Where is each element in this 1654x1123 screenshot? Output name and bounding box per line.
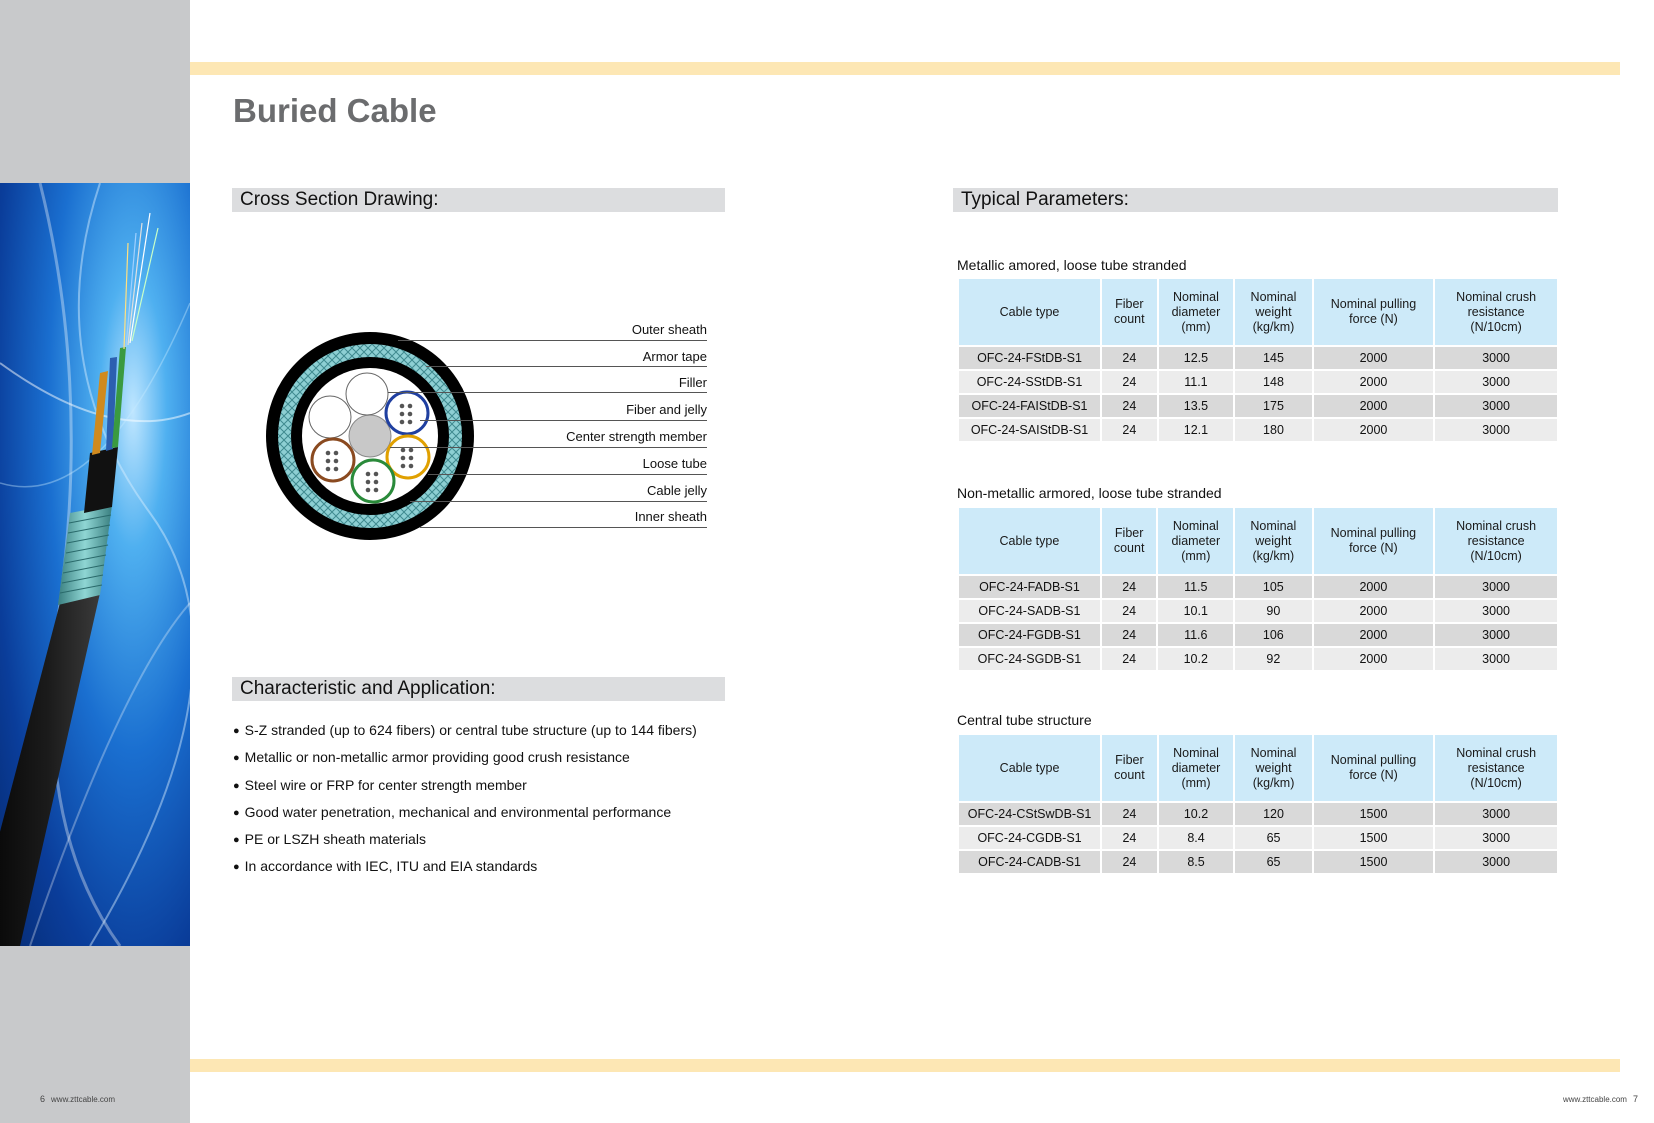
loose-tube-brown bbox=[312, 439, 354, 481]
column-header-line: (N/10cm) bbox=[1470, 319, 1522, 334]
column-header-line: (N/10cm) bbox=[1470, 775, 1522, 790]
table-metallic-armored bbox=[957, 277, 1559, 443]
column-header-line: resistance bbox=[1467, 304, 1525, 319]
column-header-line: Nominal pulling bbox=[1330, 297, 1417, 311]
column-header-line: Nominal crush bbox=[1456, 518, 1537, 533]
column-header-line: diameter bbox=[1171, 533, 1221, 548]
table-caption-central-tube: Central tube structure bbox=[957, 712, 1092, 728]
table-row bbox=[959, 395, 1557, 417]
table-cell: 8.5 bbox=[1159, 851, 1234, 873]
column-header-line: Nominal bbox=[1172, 518, 1219, 533]
table-cell: 24 bbox=[1102, 576, 1157, 598]
column-header bbox=[1314, 508, 1434, 574]
column-header-line: weight bbox=[1255, 533, 1292, 548]
table-cell: 105 bbox=[1235, 576, 1312, 598]
column-header-line: count bbox=[1114, 768, 1145, 782]
table-cell: 2000 bbox=[1314, 371, 1434, 393]
table-row bbox=[959, 803, 1557, 825]
table-cell: OFC-24-CADB-S1 bbox=[959, 851, 1100, 873]
cable-photo bbox=[0, 183, 190, 946]
leader-outer-sheath bbox=[398, 340, 707, 341]
column-header-line: weight bbox=[1255, 304, 1292, 319]
column-header-line: (kg/km) bbox=[1252, 775, 1295, 790]
label-outer-sheath: Outer sheath bbox=[631, 322, 707, 337]
table-cell: 13.5 bbox=[1159, 395, 1234, 417]
column-header bbox=[1235, 508, 1312, 574]
table-cell: OFC-24-FAIStDB-S1 bbox=[959, 395, 1100, 417]
label-inner-sheath: Inner sheath bbox=[634, 509, 707, 524]
table-cell: 92 bbox=[1235, 648, 1312, 670]
label-fiber-and-jelly: Fiber and jelly bbox=[626, 402, 707, 417]
column-header-line: Fiber bbox=[1115, 297, 1144, 311]
table-cell: 24 bbox=[1102, 827, 1157, 849]
label-armor-tape: Armor tape bbox=[642, 349, 707, 364]
table-cell: 3000 bbox=[1435, 648, 1557, 670]
column-header-line: force (N) bbox=[1349, 312, 1398, 326]
list-item: ● Steel wire or FRP for center strength member bbox=[233, 773, 697, 800]
footer-url-left: www.zttcable.com bbox=[51, 1095, 116, 1104]
table-cell: 1500 bbox=[1314, 851, 1433, 873]
column-header bbox=[1102, 735, 1157, 801]
column-header bbox=[1435, 279, 1557, 345]
list-item: ● S-Z stranded (up to 624 fibers) or central tube structure (up to 144 fibers) bbox=[233, 718, 697, 745]
table-row bbox=[959, 371, 1557, 393]
table-cell: 2000 bbox=[1314, 347, 1434, 369]
leader-fiber-and-jelly bbox=[420, 420, 707, 421]
cross-section-heading: Cross Section Drawing: bbox=[232, 188, 725, 212]
table-cell: 24 bbox=[1102, 395, 1157, 417]
table-caption-metallic: Metallic amored, loose tube stranded bbox=[957, 257, 1187, 273]
column-header bbox=[1159, 735, 1234, 801]
column-header bbox=[959, 735, 1100, 801]
list-item: ● In accordance with IEC, ITU and EIA standards bbox=[233, 854, 697, 881]
column-header-line: Nominal crush bbox=[1456, 289, 1537, 304]
leader-filler bbox=[388, 392, 707, 393]
parameters-heading: Typical Parameters: bbox=[953, 188, 1558, 212]
table-cell: OFC-24-SAIStDB-S1 bbox=[959, 419, 1100, 441]
table-cell: 3000 bbox=[1435, 624, 1557, 646]
table-cell: 24 bbox=[1102, 851, 1157, 873]
table-cell: 11.5 bbox=[1158, 576, 1233, 598]
table-cell: OFC-24-FADB-S1 bbox=[959, 576, 1100, 598]
table-cell: 2000 bbox=[1314, 419, 1434, 441]
table-header bbox=[959, 508, 1557, 574]
column-header bbox=[959, 508, 1100, 574]
column-header-line: (kg/km) bbox=[1252, 548, 1295, 563]
column-header-line: Nominal bbox=[1250, 289, 1297, 304]
table-cell: 3000 bbox=[1435, 576, 1557, 598]
leader-center-strength-member bbox=[390, 447, 707, 448]
table-cell: 1500 bbox=[1314, 827, 1433, 849]
leader-loose-tube bbox=[428, 474, 707, 475]
column-header-line: force (N) bbox=[1349, 541, 1398, 555]
page-number-right: 7 bbox=[1632, 1094, 1638, 1104]
table-header-row bbox=[959, 508, 1557, 574]
table-cell: 2000 bbox=[1314, 624, 1434, 646]
table-cell: 24 bbox=[1102, 624, 1157, 646]
table-body bbox=[959, 803, 1557, 873]
column-header-line: Nominal bbox=[1250, 518, 1297, 533]
leader-inner-sheath bbox=[420, 527, 707, 528]
leader-cable-jelly bbox=[410, 501, 707, 502]
column-header-line: resistance bbox=[1467, 533, 1525, 548]
column-header bbox=[1435, 735, 1557, 801]
label-cable-jelly: Cable jelly bbox=[647, 483, 707, 498]
column-header-line: Nominal crush bbox=[1456, 745, 1537, 760]
table-row bbox=[959, 624, 1557, 646]
column-header bbox=[1159, 279, 1234, 345]
table-central-tube bbox=[957, 733, 1559, 875]
column-header-line: Nominal pulling bbox=[1330, 526, 1417, 540]
column-header-line: (kg/km) bbox=[1252, 319, 1295, 334]
column-header-line: (mm) bbox=[1181, 775, 1211, 790]
filler-1 bbox=[346, 373, 388, 415]
column-header-line: count bbox=[1114, 312, 1145, 326]
column-header-line: Fiber bbox=[1114, 526, 1144, 540]
footer-url-right: www.zttcable.com bbox=[1562, 1095, 1627, 1104]
table-cell: 106 bbox=[1235, 624, 1312, 646]
column-header bbox=[1314, 279, 1434, 345]
column-header-line: Cable type bbox=[999, 760, 1060, 775]
table-cell: 148 bbox=[1235, 371, 1311, 393]
table-header bbox=[959, 279, 1557, 345]
column-header bbox=[1435, 508, 1557, 574]
table-cell: 10.1 bbox=[1158, 600, 1233, 622]
column-header bbox=[1235, 735, 1311, 801]
table-header-row bbox=[959, 279, 1557, 345]
cable-illustration bbox=[0, 183, 190, 946]
table-cell: 65 bbox=[1235, 851, 1311, 873]
page-title: Buried Cable bbox=[233, 92, 437, 129]
column-header-line: Cable type bbox=[999, 304, 1060, 319]
table-cell: 24 bbox=[1102, 803, 1157, 825]
column-header-line: (mm) bbox=[1181, 319, 1211, 334]
loose-tube-green bbox=[352, 460, 394, 502]
table-cell: OFC-24-FGDB-S1 bbox=[959, 624, 1100, 646]
column-header-line: (N/10cm) bbox=[1470, 548, 1522, 563]
table-row bbox=[959, 347, 1557, 369]
column-header bbox=[959, 279, 1100, 345]
table-cell: OFC-24-CStSwDB-S1 bbox=[959, 803, 1100, 825]
label-loose-tube: Loose tube bbox=[642, 456, 707, 471]
table-cell: 24 bbox=[1102, 347, 1157, 369]
column-header-line: diameter bbox=[1171, 760, 1221, 775]
table-cell: 2000 bbox=[1314, 395, 1434, 417]
column-header bbox=[1158, 508, 1233, 574]
column-header-line: count bbox=[1113, 541, 1145, 555]
table-body bbox=[959, 347, 1557, 441]
table-cell: 24 bbox=[1102, 600, 1157, 622]
column-header-line: Nominal pulling bbox=[1330, 753, 1417, 767]
table-cell: 24 bbox=[1102, 371, 1157, 393]
column-header-line: Nominal bbox=[1173, 289, 1219, 304]
column-header-line: Cable type bbox=[999, 533, 1060, 548]
table-cell: 24 bbox=[1102, 648, 1157, 670]
table-body bbox=[959, 576, 1557, 670]
table-cell: 3000 bbox=[1435, 803, 1557, 825]
table-cell: 10.2 bbox=[1159, 803, 1234, 825]
label-center-strength-member: Center strength member bbox=[566, 429, 707, 444]
table-cell: 175 bbox=[1235, 395, 1311, 417]
list-item: ● PE or LSZH sheath materials bbox=[233, 827, 697, 854]
column-header-line: diameter bbox=[1171, 304, 1221, 319]
table-cell: 2000 bbox=[1314, 576, 1434, 598]
leader-armor-tape bbox=[426, 366, 707, 367]
table-cell: 8.4 bbox=[1159, 827, 1234, 849]
filler-2 bbox=[309, 396, 351, 438]
table-cell: 3000 bbox=[1435, 600, 1557, 622]
list-item: ● Good water penetration, mechanical and environmental performance bbox=[233, 800, 697, 827]
column-header-line: Fiber bbox=[1115, 753, 1144, 767]
column-header-line: Nominal bbox=[1250, 745, 1297, 760]
table-header-row bbox=[959, 735, 1557, 801]
table-cell: OFC-24-SGDB-S1 bbox=[959, 648, 1100, 670]
column-header-line: (mm) bbox=[1181, 548, 1211, 563]
bottom-accent-band bbox=[190, 1059, 1620, 1072]
table-cell: 10.2 bbox=[1158, 648, 1233, 670]
column-header bbox=[1314, 735, 1433, 801]
footer-left bbox=[40, 1094, 115, 1104]
table-cell: 2000 bbox=[1314, 648, 1434, 670]
column-header-line: resistance bbox=[1467, 760, 1525, 775]
table-cell: 12.5 bbox=[1159, 347, 1234, 369]
center-strength-member bbox=[349, 415, 391, 457]
table-cell: 145 bbox=[1235, 347, 1311, 369]
column-header-line: Nominal bbox=[1173, 745, 1219, 760]
loose-tube-blue bbox=[386, 392, 428, 434]
table-row bbox=[959, 576, 1557, 598]
table-cell: 120 bbox=[1235, 803, 1311, 825]
table-cell: 12.1 bbox=[1159, 419, 1234, 441]
column-header bbox=[1235, 279, 1311, 345]
table-cell: 3000 bbox=[1435, 419, 1557, 441]
table-cell: 65 bbox=[1235, 827, 1311, 849]
table-cell: 3000 bbox=[1435, 851, 1557, 873]
characteristics-list bbox=[233, 718, 697, 882]
column-header bbox=[1102, 508, 1157, 574]
characteristics-heading: Characteristic and Application: bbox=[232, 677, 725, 701]
table-cell: 24 bbox=[1102, 419, 1157, 441]
table-cell: OFC-24-SADB-S1 bbox=[959, 600, 1100, 622]
table-cell: 3000 bbox=[1435, 395, 1557, 417]
table-row bbox=[959, 827, 1557, 849]
table-cell: 3000 bbox=[1435, 347, 1557, 369]
table-caption-non-metallic: Non-metallic armored, loose tube stranded bbox=[957, 485, 1222, 501]
table-cell: 3000 bbox=[1435, 371, 1557, 393]
table-cell: 1500 bbox=[1314, 803, 1433, 825]
column-header-line: weight bbox=[1255, 760, 1292, 775]
column-header bbox=[1102, 279, 1157, 345]
table-non-metallic-armored bbox=[957, 506, 1559, 672]
label-filler: Filler bbox=[678, 375, 707, 390]
table-cell: 11.6 bbox=[1158, 624, 1233, 646]
table-cell: 11.1 bbox=[1159, 371, 1234, 393]
table-cell: 3000 bbox=[1435, 827, 1557, 849]
column-header-line: force (N) bbox=[1349, 768, 1398, 782]
page-number-left: 6 bbox=[40, 1094, 46, 1104]
table-cell: OFC-24-CGDB-S1 bbox=[959, 827, 1100, 849]
table-row bbox=[959, 419, 1557, 441]
table-cell: 2000 bbox=[1314, 600, 1434, 622]
table-cell: OFC-24-SStDB-S1 bbox=[959, 371, 1100, 393]
list-item: ● Metallic or non-metallic armor providing good crush resistance bbox=[233, 745, 697, 772]
table-header bbox=[959, 735, 1557, 801]
footer-right bbox=[1563, 1094, 1638, 1104]
table-cell: OFC-24-FStDB-S1 bbox=[959, 347, 1100, 369]
top-accent-band bbox=[190, 62, 1620, 75]
table-row bbox=[959, 851, 1557, 873]
table-row bbox=[959, 600, 1557, 622]
table-cell: 90 bbox=[1235, 600, 1312, 622]
table-cell: 180 bbox=[1235, 419, 1311, 441]
table-row bbox=[959, 648, 1557, 670]
